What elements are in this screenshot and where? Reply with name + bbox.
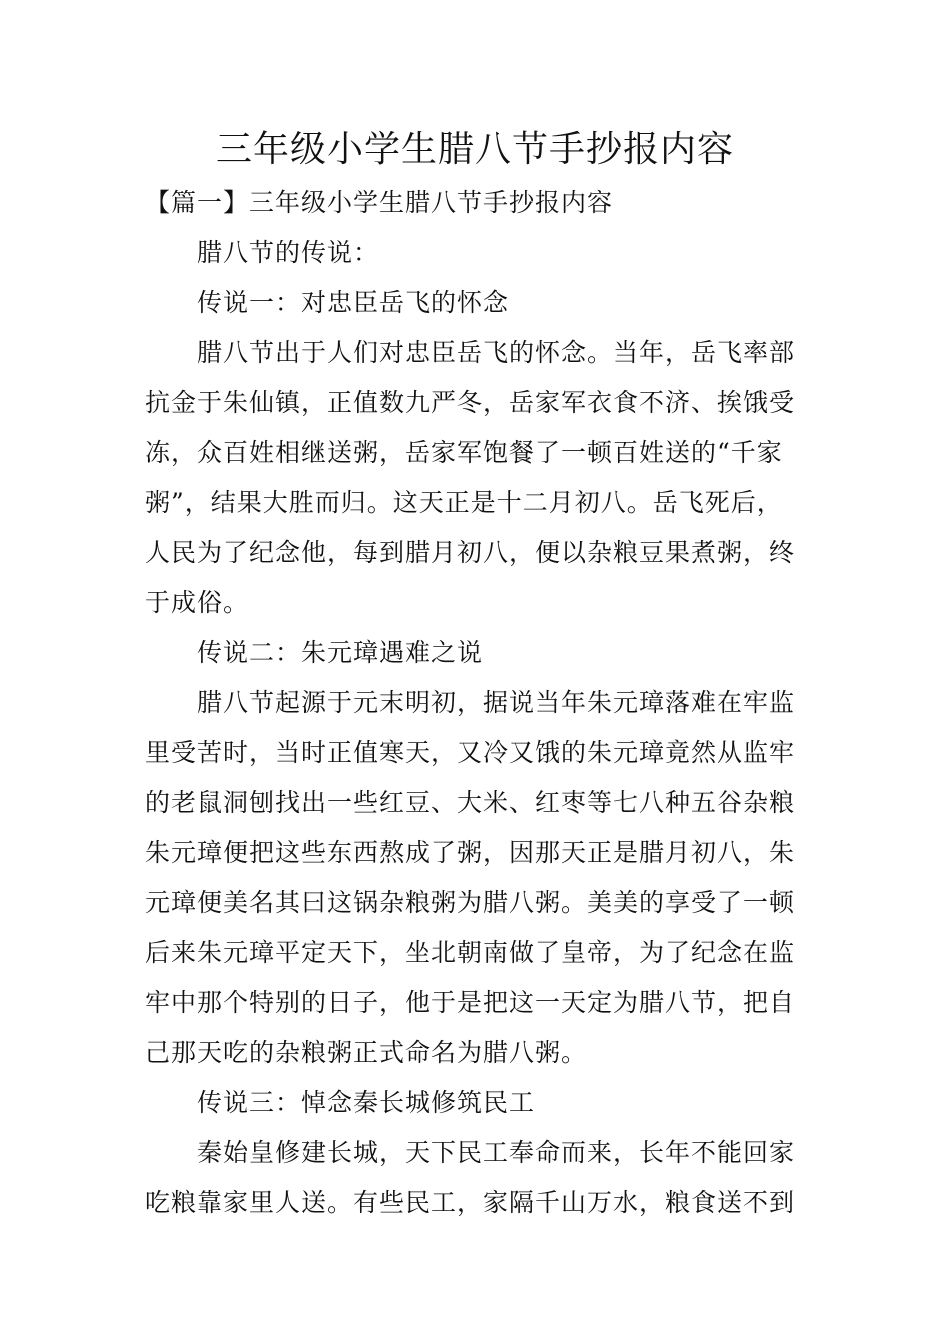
paragraph-line: 传说二：朱元璋遇难之说 (197, 638, 484, 667)
document-title: 三年级小学生腊八节手抄报内容 (215, 129, 734, 170)
paragraph-line: 于成俗。 (145, 588, 250, 617)
paragraph-line: 后来朱元璋平定天下，坐北朝南做了皇帝，为了纪念在监 (145, 938, 796, 967)
paragraph-line: 抗金于朱仙镇，正值数九严冬，岳家军衣食不济、挨饿受 (145, 388, 796, 417)
paragraph-line: 秦始皇修建长城，天下民工奉命而来，长年不能回家 (197, 1138, 796, 1167)
paragraph-line: 朱元璋便把这些东西熬成了粥，因那天正是腊月初八，朱 (145, 838, 796, 867)
paragraph-line: 的老鼠洞刨找出一些红豆、大米、红枣等七八种五谷杂粮 (145, 788, 796, 817)
section-heading: 【篇一】三年级小学生腊八节手抄报内容 (145, 188, 614, 217)
paragraph-line: 腊八节出于人们对忠臣岳飞的怀念。当年，岳飞率部 (197, 338, 796, 367)
paragraph-line: 冻，众百姓相继送粥，岳家军饱餐了一顿百姓送的“千家 (145, 438, 783, 467)
paragraph-line: 粥”，结果大胜而归。这天正是十二月初八。岳飞死后， (145, 488, 783, 517)
paragraph-line: 己那天吃的杂粮粥正式命名为腊八粥。 (145, 1038, 588, 1067)
paragraph-line: 元璋便美名其曰这锅杂粮粥为腊八粥。美美的享受了一顿 (145, 888, 796, 917)
paragraph-line: 牢中那个特别的日子，他于是把这一天定为腊八节，把自 (145, 988, 796, 1017)
paragraph-line: 腊八节起源于元末明初，据说当年朱元璋落难在牢监 (197, 688, 796, 717)
paragraph-line: 腊八节的传说： (197, 238, 380, 267)
paragraph-line: 吃粮靠家里人送。有些民工，家隔千山万水，粮食送不到 (145, 1188, 796, 1217)
paragraph-line: 人民为了纪念他，每到腊月初八，便以杂粮豆果煮粥，终 (145, 538, 796, 567)
paragraph-line: 传说三：悼念秦长城修筑民工 (197, 1088, 536, 1117)
paragraph-line: 传说一：对忠臣岳飞的怀念 (197, 288, 510, 317)
document-body (145, 178, 815, 1228)
paragraph-line: 里受苦时，当时正值寒天，又冷又饿的朱元璋竟然从监牢 (145, 738, 796, 767)
